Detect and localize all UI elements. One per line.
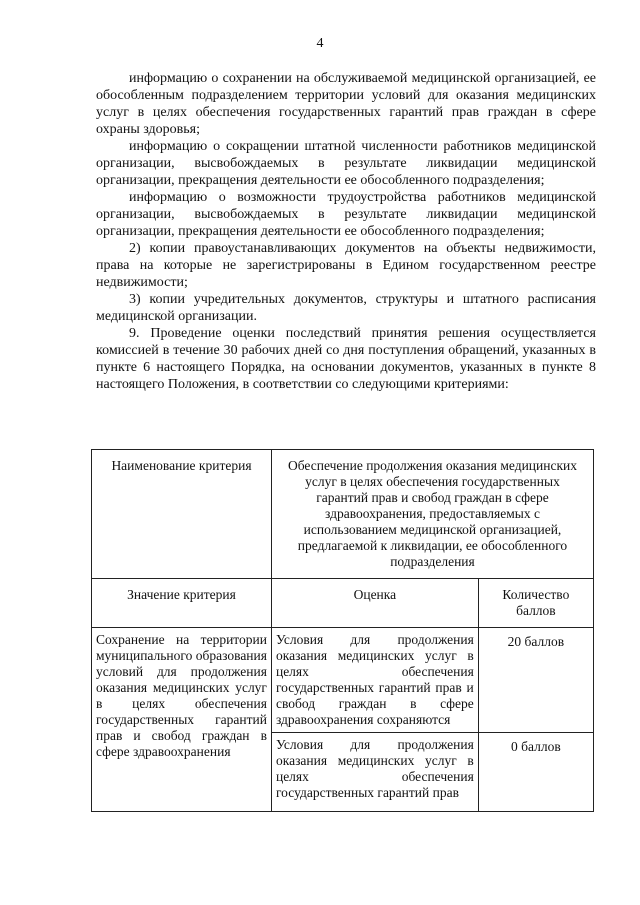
assessment-cell-text: Условия для продолжения оказания медицинских услуг в целях обеспечения государственных гарантий прав (275, 737, 474, 800)
score-cell: 20 баллов (478, 628, 593, 733)
assessment-cell (271, 733, 478, 812)
paragraph-item-3: 3) копии учредительных документов, структуры и штатного расписания медицинской организации. (96, 292, 596, 324)
table-header-row (92, 450, 594, 579)
table-row (92, 628, 594, 733)
criterion-value-cell: Сохранение на территории муниципального образования условий для продолжения оказания медицинских услуг в целях обеспечения государственных гарантий прав и свобод граждан в сфере здравоохранения (92, 628, 272, 812)
criterion-value-header: Значение критерия (92, 579, 272, 628)
table-subheader-row (92, 579, 594, 628)
paragraph-item-2: 2) копии правоустанавливающих документов на объекты недвижимости, права на которые не зарегистрированы в Едином государственном реестре недвижимости; (96, 241, 596, 290)
score-cell: 0 баллов (478, 733, 593, 812)
assessment-cell: Условия для продолжения оказания медицинских услуг в целях обеспечения государственных гарантий прав и свобод граждан в сфере здравоохранения сохраняются (271, 628, 478, 733)
assessment-header: Оценка (271, 579, 478, 628)
paragraph-section-9: 9. Проведение оценки последствий принятия решения осуществляется комиссией в течение 30 рабочих дней со дня поступления обращений, указанных в пункте 6 настоящего Порядка, на основании документов, указанных в пункте 8 настоящего Положения, в соответствии со следующими критериями: (96, 326, 596, 392)
paragraph-info-staff-reduction: информацию о сокращении штатной численности работников медицинской организации, высвобождаемых в результате ликвидации медицинской организации, прекращения деятельности ее обособленного подразделения; (96, 139, 596, 188)
paragraph-info-employment: информацию о возможности трудоустройства работников медицинской организации, высвобождаемых в результате ликвидации медицинской организации, прекращения деятельности ее обособленного подразделения; (96, 190, 596, 239)
document-body (96, 70, 596, 393)
paragraph-info-conditions: информацию о сохранении на обслуживаемой медицинской организацией, ее обособленным подразделением территории условий для оказания медицинских услуг в целях обеспечения государственных гарантий прав граждан в сфере охраны здоровья; (96, 71, 596, 137)
page-number: 4 (316, 36, 324, 51)
score-header: Количество баллов (478, 579, 593, 628)
criterion-name-value: Обеспечение продолжения оказания медицинских услуг в целях обеспечения государственных гарантий прав и свобод граждан в сфере здравоохранения, предоставляемых с использованием медицинской организацией, предлагаемой к ликвидации, ее обособленного подразделения (271, 450, 593, 579)
criteria-table (91, 449, 594, 812)
criterion-name-header: Наименование критерия (92, 450, 272, 579)
